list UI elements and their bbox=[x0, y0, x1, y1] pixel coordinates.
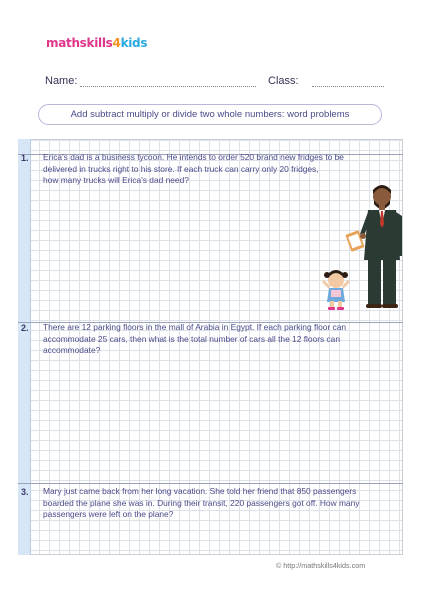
question-line: how many trucks will Erica's dad need? bbox=[43, 175, 189, 185]
question-text bbox=[43, 152, 344, 187]
businessman-figure bbox=[345, 185, 402, 308]
question-line: accommodate? bbox=[43, 345, 101, 355]
question-text bbox=[43, 322, 346, 357]
footer-url: © http://mathskills4kids.com bbox=[276, 561, 366, 570]
question-line: Mary just came back from her long vacation. She told her friend that 850 passengers bbox=[43, 486, 357, 496]
class-field[interactable] bbox=[312, 86, 384, 87]
name-field[interactable] bbox=[80, 86, 256, 87]
class-label: Class: bbox=[268, 75, 299, 87]
question-text bbox=[43, 486, 359, 521]
question-line: accommodate 25 cars, then what is the total number of cars all the 12 floors can bbox=[43, 333, 341, 344]
question-line: passengers were left on the plane? bbox=[43, 509, 174, 519]
question-line: There are 12 parking floors in the mall of Arabia in Egypt. If each parking floor can bbox=[43, 322, 347, 332]
question-number: 3. bbox=[21, 487, 29, 497]
question-line: delivered in trucks right to his store. If each truck can carry only 20 fridges, bbox=[43, 163, 319, 174]
name-label: Name: bbox=[45, 75, 78, 87]
girl-figure bbox=[322, 270, 350, 310]
logo-text-kids: kids bbox=[120, 36, 148, 50]
question-number: 1. bbox=[21, 153, 29, 163]
businessman-and-girl-illustration bbox=[318, 180, 408, 312]
logo-text-4: 4 bbox=[112, 36, 121, 50]
question-number: 2. bbox=[21, 323, 29, 333]
question-divider bbox=[18, 483, 403, 484]
question-line: boarded the plane she was in. During their transit, 220 passengers got off. How many bbox=[43, 497, 360, 508]
worksheet-title: Add subtract multiply or divide two whole numbers: word problems bbox=[38, 104, 382, 125]
question-line: Erica's dad is a business tycoon. He intends to order 520 brand new fridges to be bbox=[43, 152, 344, 162]
logo-text-mathskills: mathskills bbox=[46, 36, 113, 50]
site-logo bbox=[46, 36, 147, 50]
